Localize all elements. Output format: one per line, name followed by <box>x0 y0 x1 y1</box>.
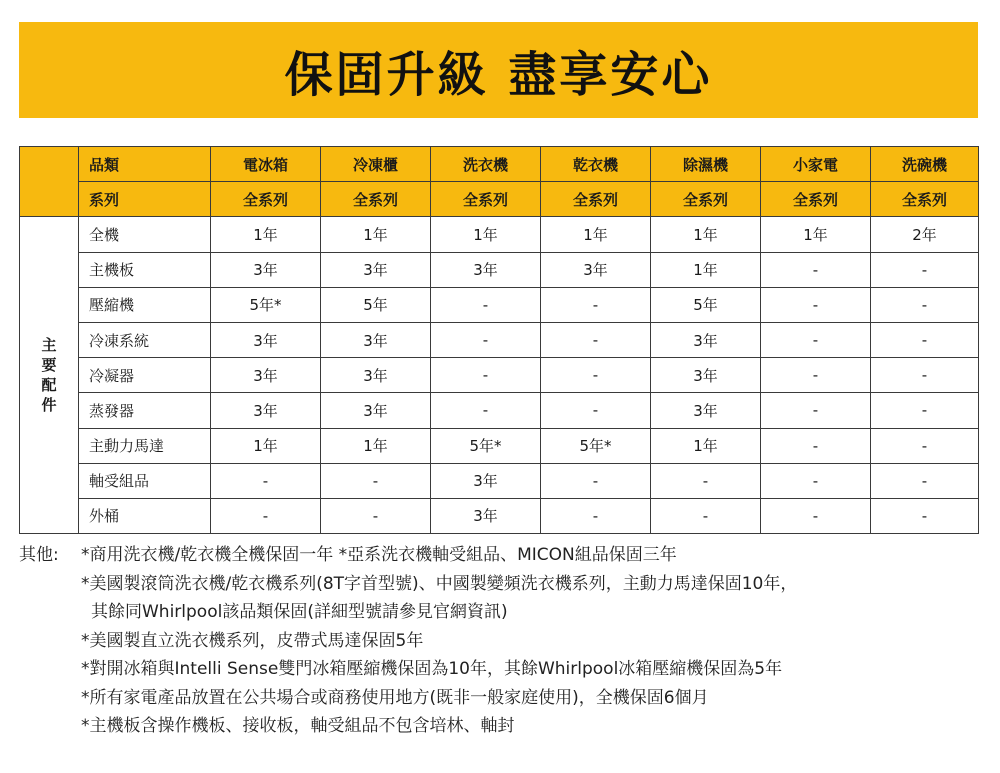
series-row <box>20 182 979 217</box>
row-label: 軸受組品 <box>79 463 211 498</box>
page-title: 保固升級 盡享安心 <box>284 46 713 103</box>
table-cell: 1年 <box>651 428 761 463</box>
table-cell: - <box>541 322 651 357</box>
table-cell: 1年 <box>321 217 431 252</box>
table-cell: 1年 <box>211 428 321 463</box>
table-cell: - <box>761 252 871 287</box>
table-row <box>20 393 979 428</box>
table-cell: 5年* <box>211 287 321 322</box>
series-cell: 全系列 <box>651 182 761 217</box>
series-cell: 全系列 <box>871 182 979 217</box>
header-row <box>20 147 979 182</box>
series-cell: 全系列 <box>431 182 541 217</box>
table-cell: - <box>761 358 871 393</box>
table-cell: - <box>541 287 651 322</box>
table-cell: - <box>541 358 651 393</box>
table-cell: 3年 <box>651 358 761 393</box>
note-line: 其餘同Whirlpool該品類保固(詳細型號請參見官網資訊) <box>91 602 508 622</box>
table-cell: 3年 <box>541 252 651 287</box>
table-cell: 3年 <box>651 393 761 428</box>
table-row <box>20 358 979 393</box>
table-row <box>20 217 979 252</box>
table-row <box>20 252 979 287</box>
header-cell: 洗衣機 <box>431 147 541 182</box>
table-cell: 5年* <box>541 428 651 463</box>
series-cell: 全系列 <box>321 182 431 217</box>
header-cell: 洗碗機 <box>871 147 979 182</box>
series-cell: 全系列 <box>211 182 321 217</box>
header-cell: 除濕機 <box>651 147 761 182</box>
note-line: *美國製直立洗衣機系列，皮帶式馬達保固5年 <box>81 630 424 651</box>
table-row <box>20 498 979 533</box>
table-cell: 3年 <box>211 393 321 428</box>
table-cell: - <box>541 463 651 498</box>
note-line: *美國製滾筒洗衣機/乾衣機系列(8T字首型號)、中國製變頻洗衣機系列，主動力馬達保固10年， <box>81 573 798 594</box>
table-cell: - <box>871 428 979 463</box>
table-cell: - <box>761 463 871 498</box>
row-label: 主機板 <box>79 252 211 287</box>
table-cell: - <box>871 393 979 428</box>
header-cell: 冷凍櫃 <box>321 147 431 182</box>
table-cell: - <box>871 287 979 322</box>
table-cell: 1年 <box>651 252 761 287</box>
table-row <box>20 287 979 322</box>
table-cell: 3年 <box>211 322 321 357</box>
table-row <box>20 428 979 463</box>
table-cell: 1年 <box>211 217 321 252</box>
table-cell: - <box>321 463 431 498</box>
table-cell: - <box>761 428 871 463</box>
table-cell: - <box>761 322 871 357</box>
table-row <box>20 463 979 498</box>
row-label: 外桶 <box>79 498 211 533</box>
table-cell: 3年 <box>321 393 431 428</box>
side-label-char: 件 <box>41 396 57 415</box>
table-cell: 3年 <box>431 252 541 287</box>
table-cell: - <box>541 393 651 428</box>
note-line: *對開冰箱與Intelli Sense雙門冰箱壓縮機保固為10年，其餘Whirlpool冰箱壓縮機保固為5年 <box>81 659 783 679</box>
side-label-char: 配 <box>41 376 57 395</box>
side-label-char: 主 <box>41 336 57 355</box>
table-cell: - <box>871 322 979 357</box>
row-label: 全機 <box>79 217 211 252</box>
row-label: 冷凝器 <box>79 358 211 393</box>
header-cell: 品類 <box>79 147 211 182</box>
header-cell: 乾衣機 <box>541 147 651 182</box>
table-cell: 3年 <box>211 252 321 287</box>
table-cell: - <box>761 498 871 533</box>
table-cell: 2年 <box>871 217 979 252</box>
table-cell: 3年 <box>321 358 431 393</box>
header-cell: 電冰箱 <box>211 147 321 182</box>
table-cell: 3年 <box>431 498 541 533</box>
series-cell: 系列 <box>79 182 211 217</box>
notes-section <box>19 541 994 741</box>
table-cell: 3年 <box>211 358 321 393</box>
note-line: *商用洗衣機/乾衣機全機保固一年 *亞系洗衣機軸受組品、MICON組品保固三年 <box>81 545 677 565</box>
table-cell: - <box>651 498 761 533</box>
table-cell: 3年 <box>321 252 431 287</box>
row-label: 主動力馬達 <box>79 428 211 463</box>
table-cell: - <box>761 287 871 322</box>
corner-cell <box>20 147 79 217</box>
row-label: 壓縮機 <box>79 287 211 322</box>
row-label: 蒸發器 <box>79 393 211 428</box>
table-cell: 5年 <box>651 287 761 322</box>
series-cell: 全系列 <box>761 182 871 217</box>
table-cell: - <box>211 498 321 533</box>
table-cell: - <box>431 322 541 357</box>
table-cell: - <box>871 358 979 393</box>
table-cell: 3年 <box>651 322 761 357</box>
table-cell: - <box>211 463 321 498</box>
table-cell: 1年 <box>651 217 761 252</box>
note-line: *所有家電產品放置在公共場合或商務使用地方(既非一般家庭使用)，全機保固6個月 <box>81 687 709 708</box>
table-cell: - <box>871 498 979 533</box>
side-label-cell <box>20 217 79 534</box>
side-label-char: 要 <box>41 356 57 375</box>
table-cell: 1年 <box>761 217 871 252</box>
row-label: 冷凍系統 <box>79 322 211 357</box>
table-cell: - <box>541 498 651 533</box>
warranty-table <box>19 146 979 534</box>
notes-prefix: 其他: <box>19 545 59 565</box>
table-cell: - <box>431 287 541 322</box>
table-cell: - <box>871 252 979 287</box>
table-cell: 1年 <box>321 428 431 463</box>
table-cell: - <box>321 498 431 533</box>
table-cell: 1年 <box>541 217 651 252</box>
table-cell: - <box>651 463 761 498</box>
note-line: *主機板含操作機板、接收板，軸受組品不包含培林、軸封 <box>81 716 515 736</box>
table-cell: - <box>431 393 541 428</box>
table-cell: - <box>431 358 541 393</box>
series-cell: 全系列 <box>541 182 651 217</box>
table-cell: - <box>871 463 979 498</box>
table-cell: 1年 <box>431 217 541 252</box>
table-row <box>20 322 979 357</box>
table-cell: 5年* <box>431 428 541 463</box>
table-cell: 3年 <box>431 463 541 498</box>
header-cell: 小家電 <box>761 147 871 182</box>
table-cell: 3年 <box>321 322 431 357</box>
table-cell: - <box>761 393 871 428</box>
table-cell: 5年 <box>321 287 431 322</box>
title-banner <box>19 22 978 118</box>
